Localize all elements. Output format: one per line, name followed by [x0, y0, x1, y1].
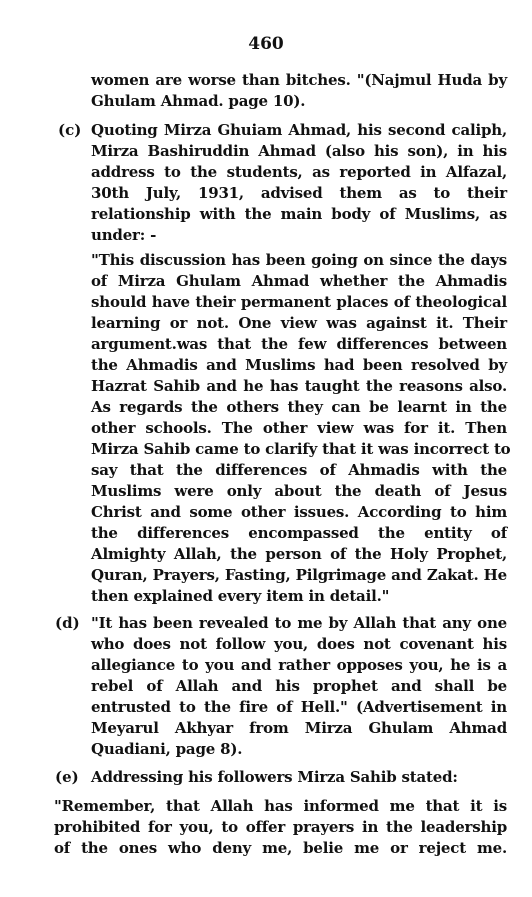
quote-line: Muslims were only about the death of Jesus [91, 482, 507, 500]
quote-line: Quran, Prayers, Fasting, Pilgrimage and Zakat. He [91, 566, 507, 584]
quote-line: of the ones who deny me, belie me or reject me. [54, 839, 507, 857]
text-line: entrusted to the fire of Hell." (Advertisement in [91, 698, 507, 716]
quote-line: then explained every item in detail." [91, 587, 390, 605]
quote-line: say that the differences of Ahmadis with the [91, 461, 507, 479]
text-line: 30th July, 1931, advised them as to their [91, 184, 507, 202]
quote-line: As regards the others they can be learnt in the [91, 398, 507, 416]
text-line: Addressing his followers Mirza Sahib stated: [91, 768, 458, 786]
text-line: Quadiani, page 8). [91, 740, 243, 758]
text-line: rebel of Allah and his prophet and shall be [91, 677, 507, 695]
quote-line: Mirza Sahib came to clarify that it was incorrect to [91, 440, 511, 458]
quote-line: Almighty Allah, the person of the Holy Prophet, [91, 545, 507, 563]
text-line: who does not follow you, does not covenant his [91, 635, 507, 653]
list-marker: (d) [55, 614, 80, 632]
quote-line: should have their permanent places of theological [91, 293, 507, 311]
page-number: 460 [248, 34, 284, 54]
quote-line: Hazrat Sahib and he has taught the reasons also. [91, 377, 507, 395]
list-marker: (e) [55, 768, 79, 786]
text-line: Ghulam Ahmad. page 10). [91, 92, 306, 110]
quote-line: Christ and some other issues. According to him [91, 503, 507, 521]
quote-line: prohibited for you, to offer prayers in the leadership [54, 818, 507, 836]
text-line: "It has been revealed to me by Allah that any one [91, 614, 507, 632]
quote-line: of Mirza Ghulam Ahmad whether the Ahmadis [91, 272, 507, 290]
text-line: relationship with the main body of Muslims, as [91, 205, 507, 223]
list-marker: (c) [58, 121, 82, 139]
quote-line: "This discussion has been going on since the days [91, 251, 507, 269]
text-line: under: - [91, 226, 157, 244]
quote-line: argument.was that the few differences between [91, 335, 507, 353]
text-line: Mirza Bashiruddin Ahmad (also his son), in his [91, 142, 507, 160]
text-line: address to the students, as reported in Alfazal, [91, 163, 507, 181]
text-line: allegiance to you and rather opposes you, he is a [91, 656, 507, 674]
text-line: Quoting Mirza Ghuiam Ahmad, his second caliph, [91, 121, 507, 139]
quote-line: other schools. The other view was for it. Then [91, 419, 507, 437]
text-line: Meyarul Akhyar from Mirza Ghulam Ahmad [91, 719, 507, 737]
quote-line: the Ahmadis and Muslims had been resolved by [91, 356, 507, 374]
quote-line: learning or not. One view was against it. Their [91, 314, 507, 332]
quote-line: the differences encompassed the entity of [91, 524, 507, 542]
quote-line: "Remember, that Allah has informed me that it is [54, 797, 507, 815]
text-line: women are worse than bitches. "(Najmul Huda by [91, 71, 507, 89]
